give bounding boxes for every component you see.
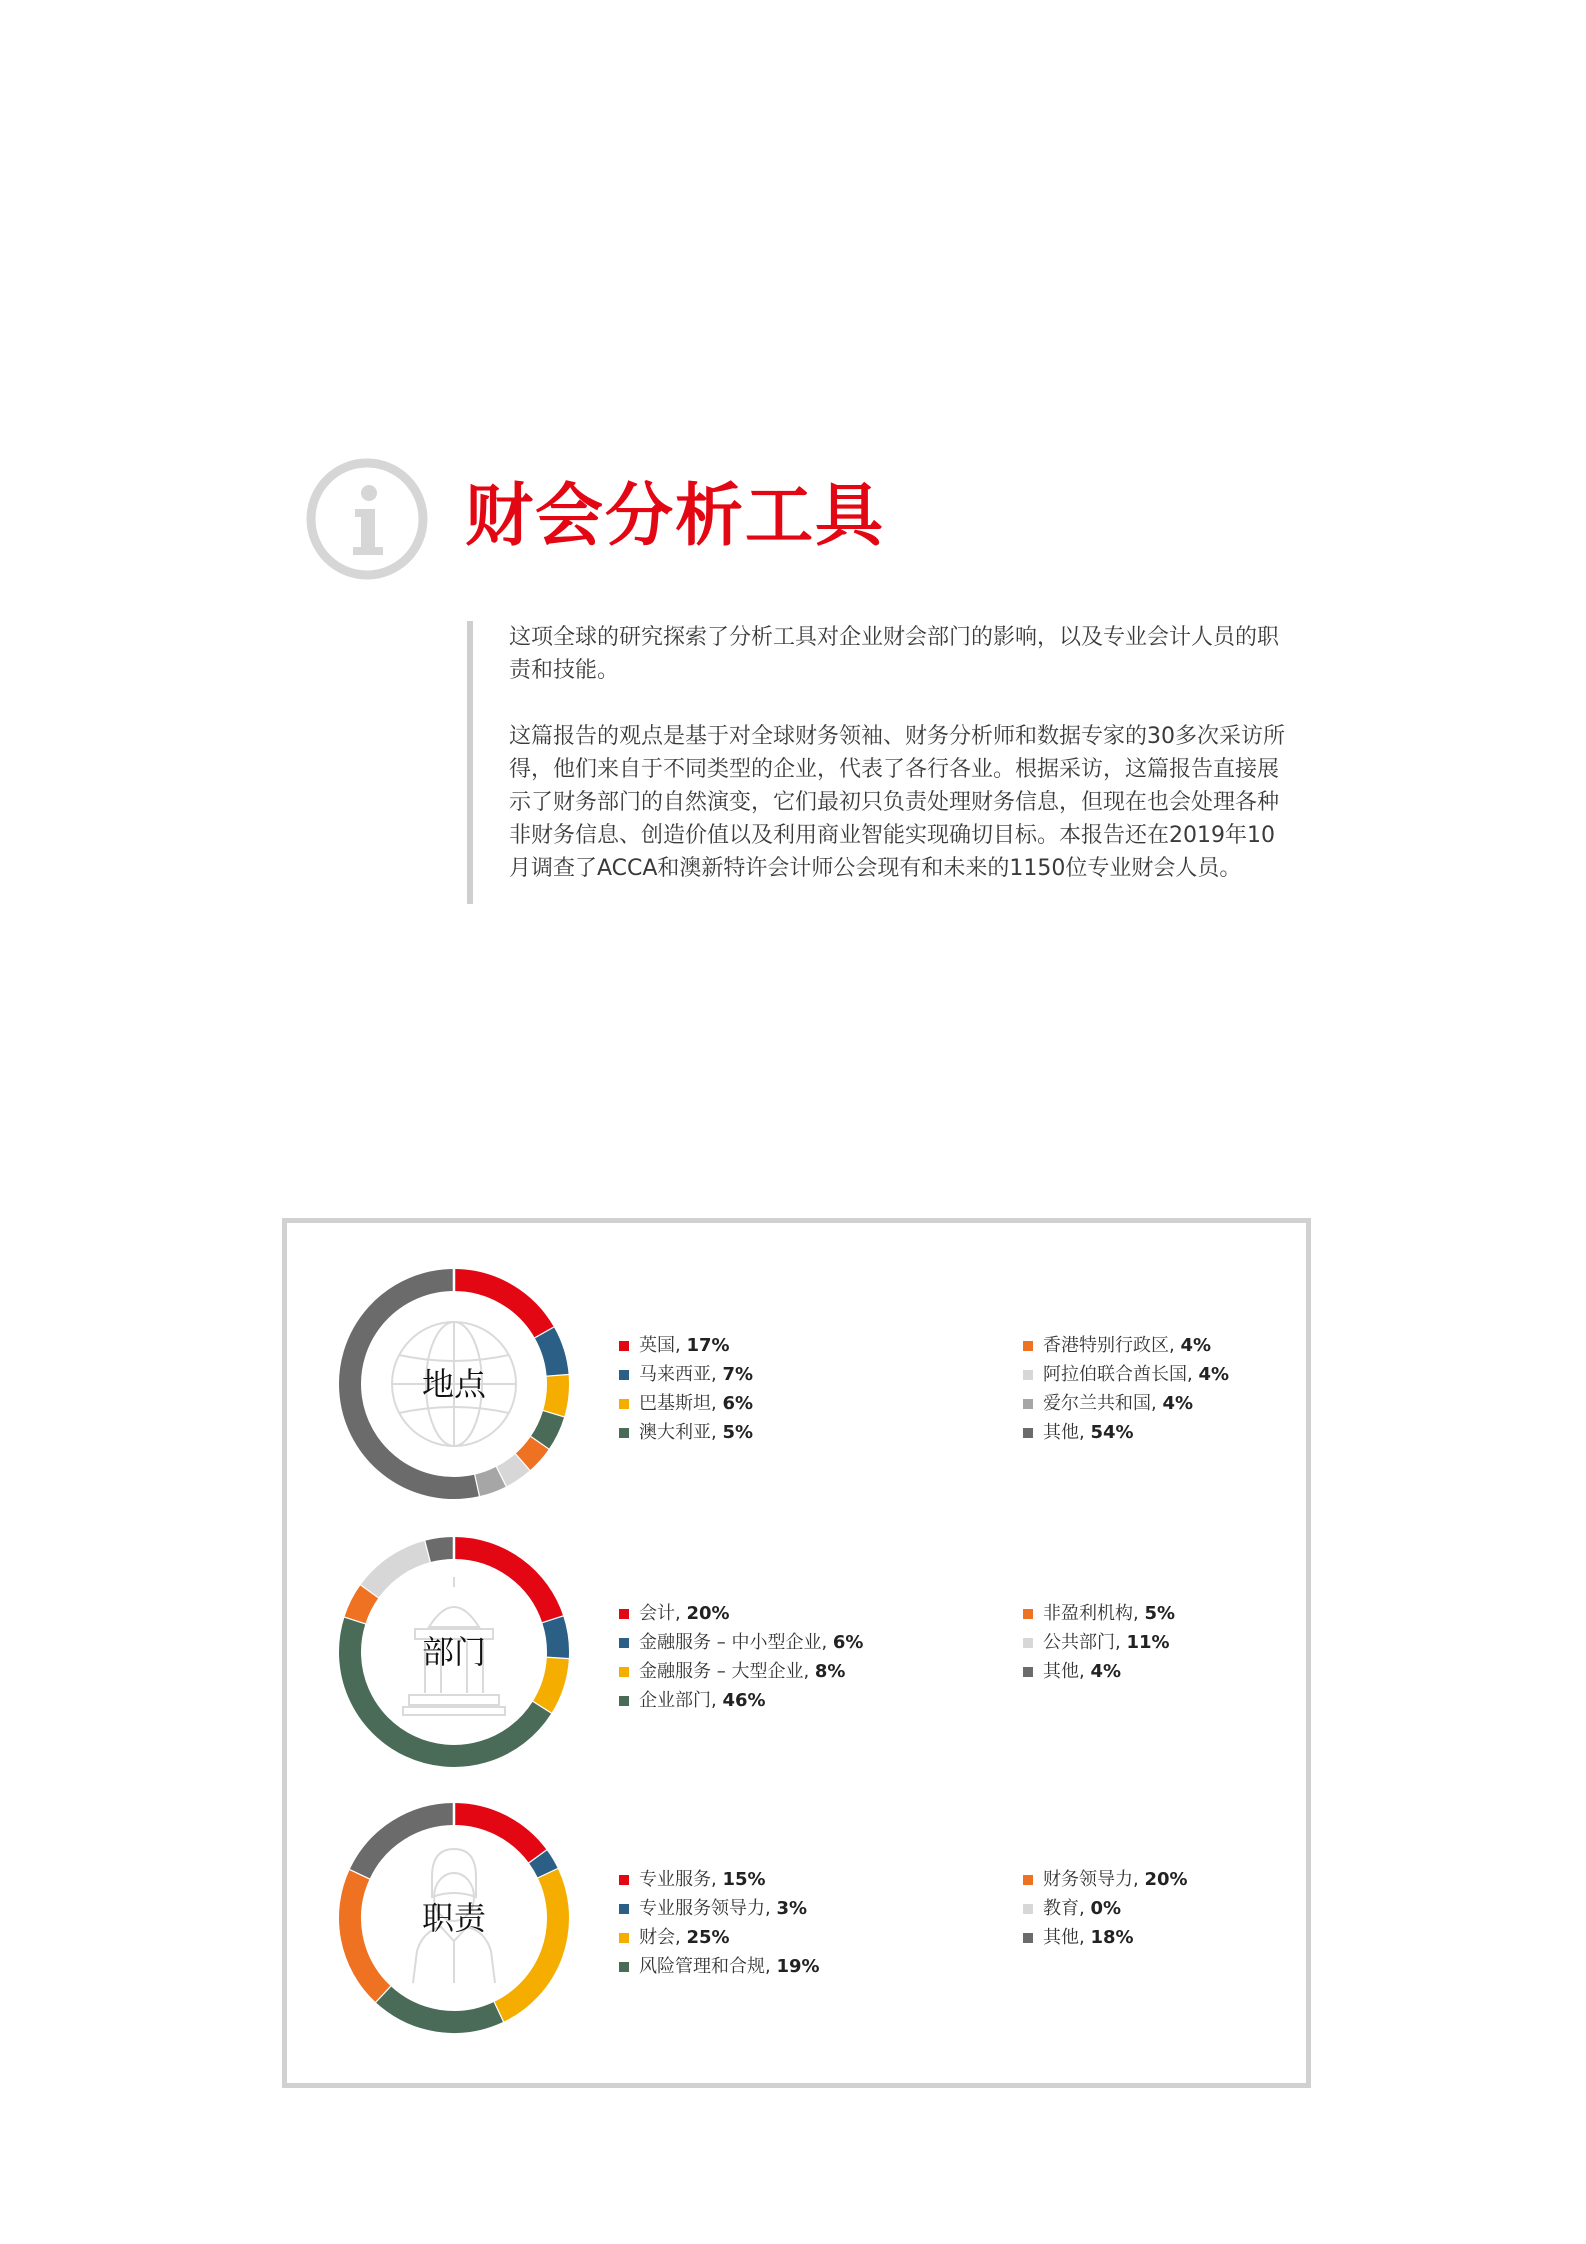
legend-value: 6% xyxy=(832,1632,864,1653)
legend-separator: , xyxy=(765,1956,777,1977)
legend-separator: , xyxy=(1115,1632,1127,1653)
donut-center-label: 部门 xyxy=(421,1633,487,1671)
legend-item xyxy=(1023,1923,1188,1952)
legend-item xyxy=(1023,1360,1229,1389)
legend-value: 19% xyxy=(776,1956,820,1977)
legend-label: 财务领导力 xyxy=(1043,1869,1133,1890)
legend-separator: , xyxy=(821,1632,833,1653)
legend-value: 4% xyxy=(1090,1661,1122,1682)
donut-slice xyxy=(355,1591,370,1620)
legend-separator: , xyxy=(675,1603,687,1624)
donut-slice xyxy=(383,1994,498,2022)
legend-item xyxy=(619,1389,753,1418)
legend-label: 金融服务 – 大型企业 xyxy=(639,1661,804,1682)
legend-item xyxy=(1023,1599,1175,1628)
legend-item xyxy=(619,1360,753,1389)
legend-label: 风险管理和合规 xyxy=(639,1956,765,1977)
legend-swatch xyxy=(619,1875,629,1885)
donut-slice xyxy=(476,1477,500,1486)
legend-swatch xyxy=(1023,1341,1033,1351)
donut-slice xyxy=(553,1376,558,1414)
legend-label: 其他 xyxy=(1043,1422,1079,1443)
legend-separator: , xyxy=(1151,1393,1163,1414)
donut-center-label: 地点 xyxy=(421,1365,487,1403)
donut-slice xyxy=(522,1443,539,1462)
demographics-panel xyxy=(282,1218,1311,2088)
legend-swatch xyxy=(1023,1875,1033,1885)
page-title: 财会分析工具 xyxy=(465,477,886,556)
legend-separator: , xyxy=(711,1393,723,1414)
sector-legend-right xyxy=(1023,1599,1175,1686)
legend-item xyxy=(619,1599,863,1628)
legend-value: 20% xyxy=(1144,1869,1188,1890)
legend-swatch xyxy=(1023,1609,1033,1619)
legend-swatch xyxy=(1023,1638,1033,1648)
donut-center-label: 职责 xyxy=(421,1899,487,1937)
legend-swatch xyxy=(1023,1933,1033,1943)
legend-value: 8% xyxy=(814,1661,846,1682)
legend-separator: , xyxy=(803,1661,815,1682)
sector-legend-left xyxy=(619,1599,863,1715)
legend-item xyxy=(619,1923,820,1952)
legend-value: 0% xyxy=(1090,1898,1122,1919)
donut-slice xyxy=(428,1548,454,1551)
intro-section xyxy=(467,621,1293,904)
legend-value: 18% xyxy=(1090,1927,1134,1948)
info-icon xyxy=(305,457,429,581)
legend-item xyxy=(619,1686,863,1715)
location-donut-chart xyxy=(337,1267,571,1501)
legend-separator: , xyxy=(711,1422,723,1443)
location-legend-left xyxy=(619,1331,753,1447)
legend-value: 17% xyxy=(686,1335,730,1356)
legend-item xyxy=(619,1657,863,1686)
legend-separator: , xyxy=(1079,1927,1091,1948)
legend-item xyxy=(619,1865,820,1894)
legend-swatch xyxy=(1023,1370,1033,1380)
legend-swatch xyxy=(1023,1428,1033,1438)
legend-label: 公共部门 xyxy=(1043,1632,1115,1653)
legend-label: 英国 xyxy=(639,1335,675,1356)
legend-label: 澳大利亚 xyxy=(639,1422,711,1443)
legend-swatch xyxy=(1023,1667,1033,1677)
donut-slice xyxy=(545,1333,558,1376)
donut-slice xyxy=(498,1874,558,2012)
legend-value: 4% xyxy=(1180,1335,1212,1356)
donut-slice xyxy=(454,1280,545,1333)
legend-swatch xyxy=(619,1428,629,1438)
legend-separator: , xyxy=(1133,1603,1145,1624)
donut-slice xyxy=(553,1620,558,1659)
donut-slice xyxy=(542,1659,558,1708)
sector-donut-chart xyxy=(337,1535,571,1769)
legend-separator: , xyxy=(711,1869,723,1890)
donut-slice xyxy=(454,1814,538,1857)
legend-label: 非盈利机构 xyxy=(1043,1603,1133,1624)
legend-separator: , xyxy=(1079,1422,1091,1443)
legend-label: 专业服务 xyxy=(639,1869,711,1890)
legend-label: 爱尔兰共和国 xyxy=(1043,1393,1151,1414)
legend-item xyxy=(1023,1894,1188,1923)
role-legend-right xyxy=(1023,1865,1188,1952)
intro-paragraph: 这项全球的研究探索了分析工具对企业财会部门的影响，以及专业会计人员的职责和技能。 xyxy=(509,625,1280,683)
legend-separator: , xyxy=(1187,1364,1199,1385)
legend-swatch xyxy=(619,1638,629,1648)
legend-swatch xyxy=(619,1370,629,1380)
legend-value: 4% xyxy=(1198,1364,1230,1385)
intro-paragraph: 这篇报告的观点是基于对全球财务领袖、财务分析师和数据专家的30多次采访所得，他们来自于不同类型的企业，代表了各行各业。根据采访，这篇报告直接展示了财务部门的自然演变，它们最初只负责处理财务信息，但现在也会处理各种非财务信息、创造价值以及利用商业智能实现确切目标。本报告还在2019年10月调查了ACCA和澳新特许会计师公会现有和未来的1150位专业财会人员。 xyxy=(509,724,1285,881)
legend-item xyxy=(619,1628,863,1657)
donut-slice xyxy=(501,1463,522,1477)
legend-label: 马来西亚 xyxy=(639,1364,711,1385)
legend-item xyxy=(1023,1865,1188,1894)
legend-value: 20% xyxy=(686,1603,730,1624)
legend-swatch xyxy=(1023,1399,1033,1409)
legend-swatch xyxy=(1023,1904,1033,1914)
legend-item xyxy=(619,1894,820,1923)
legend-label: 财会 xyxy=(639,1927,675,1948)
donut-slice xyxy=(454,1548,553,1620)
legend-swatch xyxy=(619,1696,629,1706)
legend-label: 会计 xyxy=(639,1603,675,1624)
legend-value: 25% xyxy=(686,1927,730,1948)
legend-item xyxy=(1023,1389,1229,1418)
legend-value: 5% xyxy=(722,1422,754,1443)
legend-value: 5% xyxy=(1144,1603,1176,1624)
donut-slice xyxy=(370,1551,428,1591)
legend-item xyxy=(619,1331,753,1360)
legend-swatch xyxy=(619,1962,629,1972)
legend-separator: , xyxy=(675,1335,687,1356)
donut-slice xyxy=(360,1814,454,1874)
legend-separator: , xyxy=(1079,1898,1091,1919)
legend-label: 其他 xyxy=(1043,1661,1079,1682)
legend-value: 46% xyxy=(722,1690,766,1711)
legend-label: 专业服务领导力 xyxy=(639,1898,765,1919)
legend-value: 4% xyxy=(1162,1393,1194,1414)
legend-label: 香港特别行政区 xyxy=(1043,1335,1169,1356)
legend-value: 15% xyxy=(722,1869,766,1890)
legend-label: 教育 xyxy=(1043,1898,1079,1919)
role-donut-chart xyxy=(337,1801,571,2035)
legend-separator: , xyxy=(1079,1661,1091,1682)
donut-slice xyxy=(350,1874,383,1994)
legend-item xyxy=(1023,1657,1175,1686)
legend-value: 11% xyxy=(1126,1632,1170,1653)
location-legend-right xyxy=(1023,1331,1229,1447)
legend-separator: , xyxy=(711,1690,723,1711)
legend-value: 3% xyxy=(776,1898,808,1919)
legend-separator: , xyxy=(1133,1869,1145,1890)
legend-swatch xyxy=(619,1399,629,1409)
legend-item xyxy=(619,1418,753,1447)
legend-separator: , xyxy=(711,1364,723,1385)
donut-slice xyxy=(538,1857,548,1874)
legend-item xyxy=(1023,1628,1175,1657)
legend-label: 巴基斯坦 xyxy=(639,1393,711,1414)
legend-separator: , xyxy=(675,1927,687,1948)
legend-item xyxy=(1023,1418,1229,1447)
legend-label: 金融服务 – 中小型企业 xyxy=(639,1632,822,1653)
legend-swatch xyxy=(619,1341,629,1351)
legend-separator: , xyxy=(1169,1335,1181,1356)
legend-label: 阿拉伯联合酋长国 xyxy=(1043,1364,1187,1385)
legend-swatch xyxy=(619,1904,629,1914)
legend-value: 6% xyxy=(722,1393,754,1414)
legend-value: 7% xyxy=(722,1364,754,1385)
legend-swatch xyxy=(619,1609,629,1619)
legend-label: 其他 xyxy=(1043,1927,1079,1948)
donut-slice xyxy=(539,1414,553,1443)
role-legend-left xyxy=(619,1865,820,1981)
legend-swatch xyxy=(619,1667,629,1677)
legend-item xyxy=(1023,1331,1229,1360)
legend-swatch xyxy=(619,1933,629,1943)
legend-label: 企业部门 xyxy=(639,1690,711,1711)
legend-value: 54% xyxy=(1090,1422,1134,1443)
legend-item xyxy=(619,1952,820,1981)
legend-separator: , xyxy=(765,1898,777,1919)
